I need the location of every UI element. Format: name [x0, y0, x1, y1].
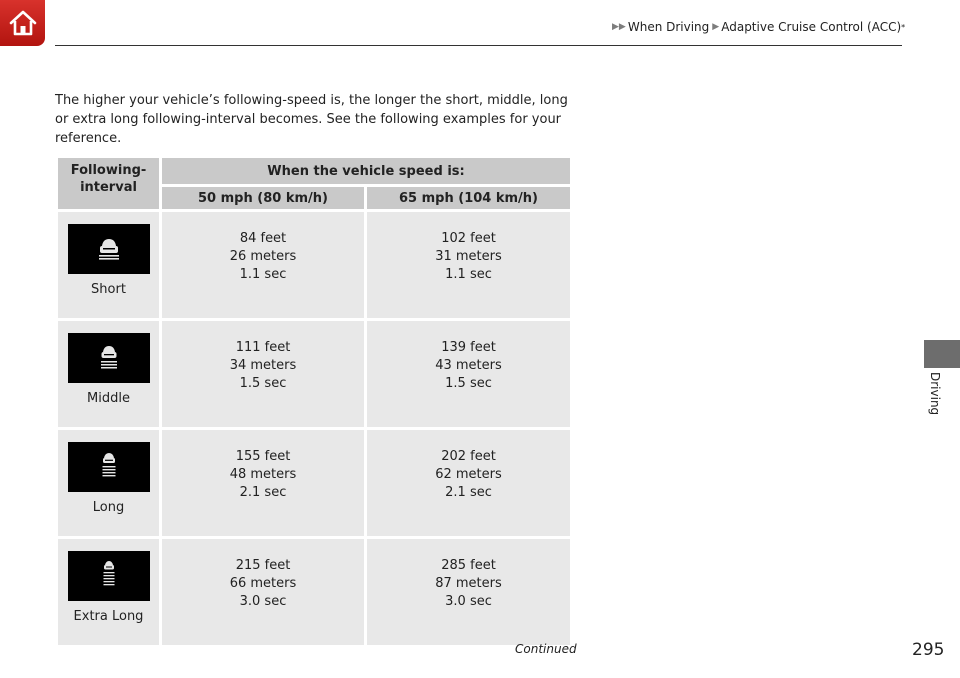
- distance-feet: 84 feet: [239, 231, 287, 246]
- distance-meters: 48 meters: [229, 467, 297, 482]
- value-cell: [161, 320, 366, 429]
- section-tab[interactable]: [924, 340, 960, 368]
- home-icon: [8, 9, 38, 37]
- value-cell: [161, 211, 366, 320]
- car-interval-extra-long-icon: [92, 554, 126, 598]
- home-button[interactable]: [0, 0, 45, 46]
- interval-label: Long: [92, 500, 125, 515]
- distance-feet: 215 feet: [235, 558, 291, 573]
- value-cell: [161, 538, 366, 647]
- section-tab-label: Driving: [928, 372, 942, 416]
- time-interval: 1.1 sec: [445, 267, 492, 282]
- time-interval: 1.5 sec: [445, 376, 492, 391]
- table-row: [57, 429, 572, 538]
- distance-meters: 62 meters: [435, 467, 502, 482]
- interval-cell: [57, 320, 161, 429]
- interval-display: [68, 442, 150, 492]
- interval-label: Extra Long: [73, 609, 144, 624]
- distance-feet: 111 feet: [235, 340, 291, 355]
- interval-label: Middle: [87, 391, 130, 406]
- footnote-mark: *: [901, 22, 906, 32]
- table-row: [57, 211, 572, 320]
- col-header-speed-50: 50 mph (80 km/h): [161, 186, 366, 211]
- distance-meters: 31 meters: [435, 249, 502, 264]
- col-header-speed-65: 65 mph (104 km/h): [366, 186, 572, 211]
- distance-feet: 202 feet: [441, 449, 496, 464]
- time-interval: 3.0 sec: [445, 594, 492, 609]
- breadcrumb-item-when-driving[interactable]: When Driving: [627, 20, 710, 34]
- distance-meters: 43 meters: [435, 358, 502, 373]
- page-number: 295: [912, 640, 945, 660]
- breadcrumb-item-acc[interactable]: Adaptive Cruise Control (ACC): [721, 20, 902, 34]
- distance-meters: 87 meters: [435, 576, 502, 591]
- time-interval: 2.1 sec: [445, 485, 492, 500]
- triangle-right-icon: ▶: [712, 22, 720, 32]
- value-cell: [366, 538, 572, 647]
- value-cell: [366, 320, 572, 429]
- car-interval-middle-icon: [92, 339, 126, 377]
- col-header-speed: When the vehicle speed is:: [161, 157, 572, 186]
- interval-label: Short: [91, 282, 126, 297]
- interval-cell: [57, 211, 161, 320]
- time-interval: 1.5 sec: [239, 376, 287, 391]
- following-interval-table: [55, 155, 573, 648]
- distance-meters: 66 meters: [229, 576, 297, 591]
- car-interval-short-icon: [92, 232, 126, 266]
- table-row: [57, 538, 572, 647]
- col-header-following-interval: [57, 157, 161, 211]
- time-interval: 3.0 sec: [239, 594, 287, 609]
- col-header-following-interval-text: Following- interval: [70, 163, 147, 195]
- interval-display: [68, 333, 150, 383]
- header-rule: [55, 45, 902, 46]
- value-cell: [366, 211, 572, 320]
- distance-feet: 139 feet: [441, 340, 496, 355]
- interval-cell: [57, 429, 161, 538]
- time-interval: 2.1 sec: [239, 485, 287, 500]
- value-cell: [366, 429, 572, 538]
- distance-feet: 285 feet: [441, 558, 496, 573]
- distance-feet: 155 feet: [235, 449, 291, 464]
- value-cell: [161, 429, 366, 538]
- continued-note[interactable]: Continued: [515, 642, 577, 656]
- interval-display: [68, 224, 150, 274]
- distance-meters: 34 meters: [229, 358, 297, 373]
- distance-meters: 26 meters: [229, 249, 297, 264]
- breadcrumb: [612, 19, 905, 35]
- time-interval: 1.1 sec: [239, 267, 287, 282]
- triangle-right-icon: ▶▶: [612, 22, 626, 32]
- interval-cell: [57, 538, 161, 647]
- interval-display: [68, 551, 150, 601]
- table-row: [57, 320, 572, 429]
- car-interval-long-icon: [92, 446, 126, 488]
- distance-feet: 102 feet: [441, 231, 496, 246]
- intro-paragraph: The higher your vehicle’s following-speed is, the longer the short, middle, long or extra long following-interval becomes. See the following examples for your reference.: [55, 93, 568, 146]
